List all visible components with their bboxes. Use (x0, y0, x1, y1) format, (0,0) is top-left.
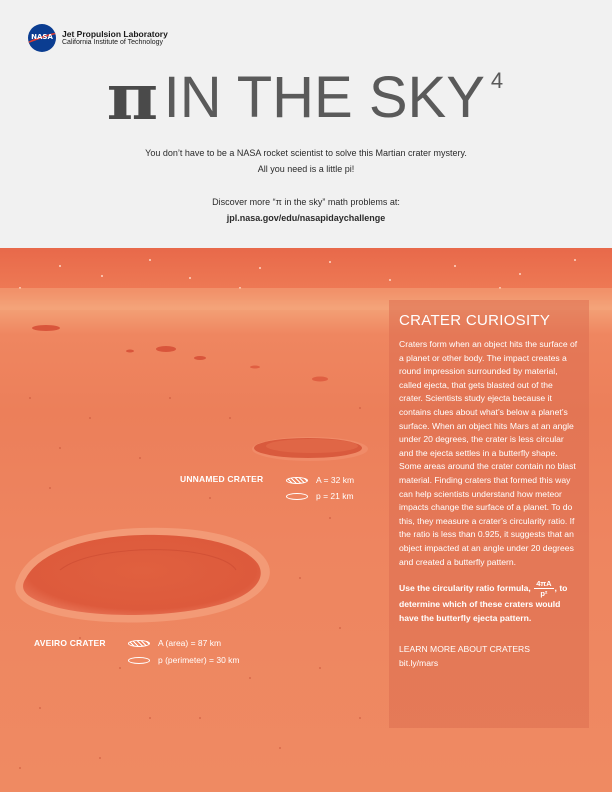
star-dots (19, 259, 576, 289)
distant-craters (32, 325, 328, 382)
title-text: IN THE SKY (163, 65, 485, 130)
title-superscript: 4 (490, 68, 504, 93)
learn-more-label: LEARN MORE ABOUT CRATERS (399, 644, 530, 655)
aveiro-crater-perimeter (128, 655, 240, 665)
formula-denominator: p² (540, 589, 548, 599)
cta-text-after: , to determine which of these craters would have the butterfly ejecta pattern. (399, 582, 568, 623)
page-title (0, 60, 612, 135)
unnamed-area-value: A = 32 km (316, 475, 355, 485)
nasa-logo-icon (28, 24, 56, 52)
unnamed-crater-perimeter (286, 491, 354, 501)
intro-line-2: All you need is a little pi! (257, 164, 355, 174)
nasa-logo-text: NASA (31, 33, 53, 41)
unnamed-crater[interactable] (252, 437, 368, 461)
discover-line: Discover more “π in the sky” math problems at: (212, 197, 400, 207)
discover-link[interactable]: jpl.nasa.gov/edu/nasapidaychallenge (226, 213, 386, 223)
pi-symbol: π (106, 60, 159, 135)
aveiro-crater[interactable] (15, 528, 270, 623)
perimeter-icon (128, 657, 150, 664)
learn-more-link[interactable]: bit.ly/mars (399, 657, 439, 668)
area-icon (286, 477, 308, 484)
learn-more (399, 643, 579, 670)
circularity-formula (534, 579, 553, 598)
intro-line-1: You don’t have to be a NASA rocket scientist to solve this Martian crater mystery. (145, 148, 467, 158)
aveiro-crater-area (128, 638, 221, 648)
org-subtitle: California Institute of Technology (62, 38, 164, 46)
discover-block (0, 194, 612, 226)
header (0, 0, 612, 248)
unnamed-perimeter-value: p = 21 km (316, 491, 354, 501)
panel-title: CRATER CURIOSITY (399, 312, 551, 329)
intro-text (0, 145, 612, 177)
unnamed-crater-area (286, 475, 354, 485)
formula-numerator: 4πA (536, 579, 552, 589)
aveiro-crater-label: AVEIRO CRATER (34, 638, 106, 648)
cta-text-before: Use the circularity ratio formula, (399, 582, 531, 593)
area-icon (128, 640, 150, 647)
org-name: Jet Propulsion Laboratory (62, 28, 168, 39)
unnamed-crater-label: UNNAMED CRATER (180, 474, 264, 484)
panel-cta (399, 579, 579, 625)
panel-body: Craters form when an object hits the surface of a planet or other body. The impact creates a round impression surrounded by material, called ejecta, that gets blasted out of the crater. Scientists study ejecta because it contains clues about what’s below a planet’s surface. When an object hits Mars at an angle under 20 degrees, the crater is less circular and the ejecta settles in a butterfly shape. Some areas around the crater contain no blast material. Finding craters that formed this way can help scientists understand how meteor impacts change the surface of a planet. To do this, they measure a crater’s circularity ratio. If the ratio is less than 0.925, it suggests that an object impacted at an angle under 20 degrees and created a butterfly pattern. (399, 339, 578, 567)
jpl-logo[interactable] (28, 24, 168, 52)
crater-curiosity-panel (389, 300, 589, 728)
aveiro-perimeter-value: p (perimeter) = 30 km (158, 655, 240, 665)
aveiro-area-value: A (area) = 87 km (158, 638, 222, 648)
perimeter-icon (286, 493, 308, 500)
